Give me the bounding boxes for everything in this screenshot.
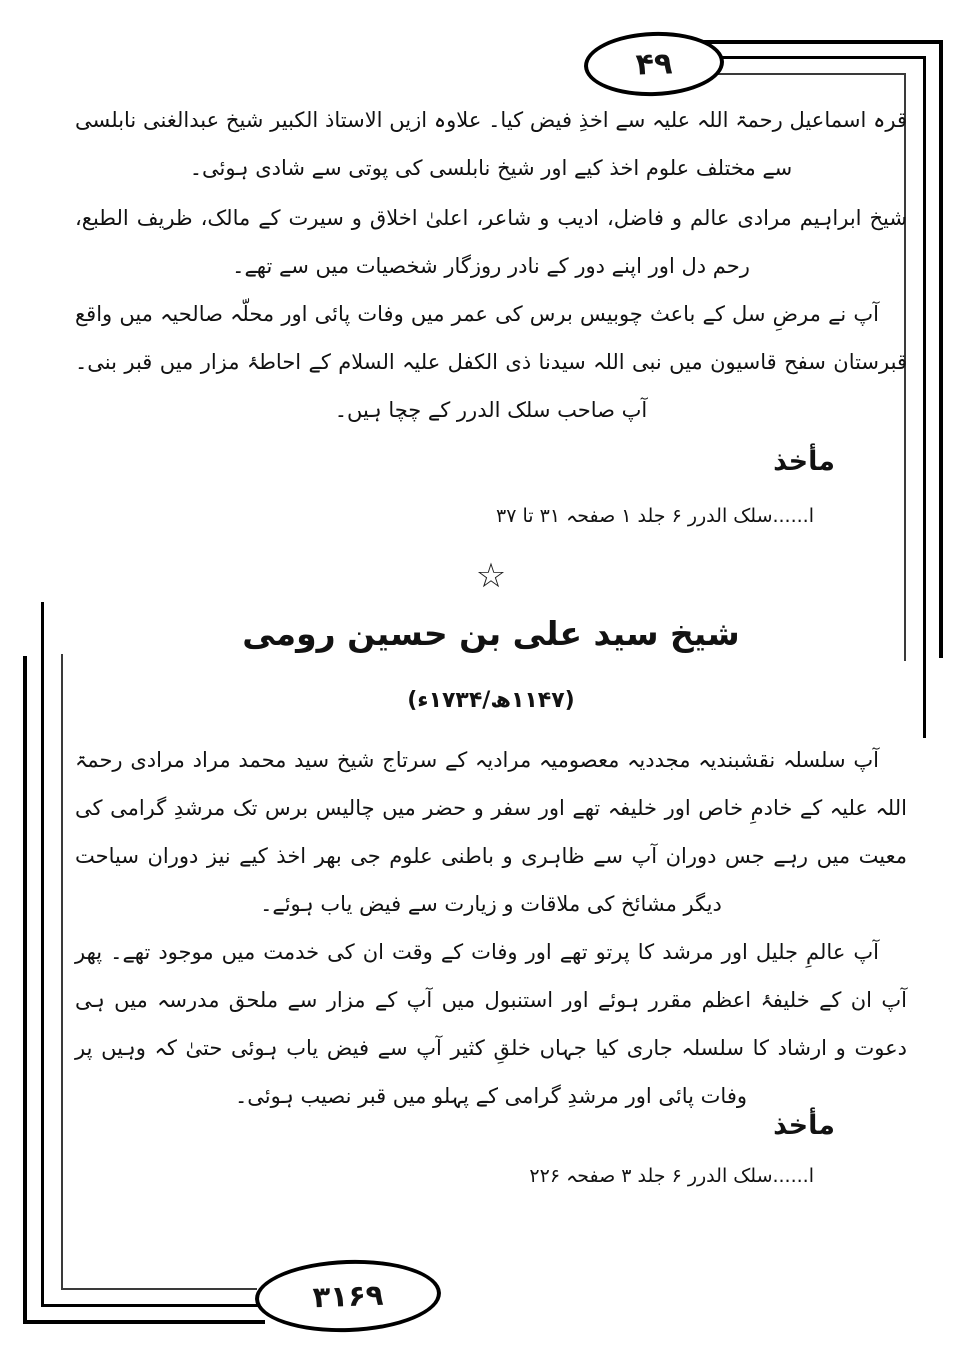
frame-right-outer-line (939, 40, 943, 658)
sources-heading: مأخذ (773, 1110, 835, 1141)
paragraph: آپ سلسلہ نقشبندیہ مجددیہ معصومیہ مرادیہ کے سرتاج شیخ سید محمد مراد مرادی رحمۃ اللہ علیہ کے خادمِ خاص اور خلیفہ تھے اور سفر و حضر میں چالیس برس تک مرشدِ گرامی کی معیت میں رہے جس دوران آپ سے ظاہری و باطنی علوم جی بھر اخذ کیے نیز دوران سیاحت دیگر مشائخ کی ملاقات و زیارت سے فیض یاب ہوئے۔ (75, 748, 907, 916)
source-citation: ا......سلک الدرر ۶ جلد ۱ صفحہ ۳۱ تا ۳۷ (496, 505, 814, 527)
frame-top-middle-line (694, 56, 926, 59)
section-title: شیخ سید علی بن حسین رومی (242, 614, 740, 653)
frame-bottom-inner-line (61, 1288, 257, 1290)
paragraph: شیخ ابراہیم مرادی عالم و فاضل، ادیب و شاعر، اعلیٰ اخلاق و سیرت کے مالک، ظریف الطبع، رحم دل اور اپنے دور کے نادر روزگار شخصیات میں سے تھے۔ (75, 206, 907, 278)
page-number: ۴۹ (635, 45, 673, 83)
serial-number: ۳۱۶۹ (312, 1277, 384, 1315)
paragraph: آپ نے مرضِ سل کے باعث چوبیس برس کی عمر میں وفات پائی اور محلّہ صالحیہ میں واقع قبرستان سفح قاسیون میں نبی اللہ سیدنا ذی الکفل علیہ السلام کے احاطۂ مزار میں قبر بنی۔ آپ صاحب سلک الدرر کے چچا ہیں۔ (75, 302, 907, 422)
frame-left-middle-line (41, 602, 44, 1307)
paragraph: آپ عالمِ جلیل اور مرشد کا پرتو تھے اور وفات کے وقت ان کی خدمت میں موجود تھے۔ پھر آپ ان کے خلیفۂ اعظم مقرر ہوئے اور استنبول میں آپ کے مزار سے ملحق مدرسہ میں ہی دعوت و ارشاد کا سلسلہ جاری کیا جہاں خلقِ کثیر آپ سے فیض یاب ہوئی حتیٰ کہ وہیں پر وفات پائی اور مرشدِ گرامی کے پہلو میں قبر نصیب ہوئی۔ (75, 940, 907, 1108)
section-dates: (۱۱۴۷ھ/۱۷۳۴ء) (407, 688, 575, 713)
frame-bottom-middle-line (41, 1304, 261, 1307)
page-number-badge (583, 30, 725, 99)
frame-bottom-outer-line (23, 1320, 265, 1324)
star-icon: ☆ (475, 556, 507, 596)
sources-heading: مأخذ (773, 446, 835, 477)
paragraph: قرہ اسماعیل رحمۃ اللہ علیہ سے اخذِ فیض کیا۔ علاوہ ازیں الاستاذ الکبیر شیخ عبدالغنی نابلسی سے مختلف علوم اخذ کیے اور شیخ نابلسی کی پوتی سے شادی ہوئی۔ (75, 108, 907, 180)
frame-left-inner-line (61, 654, 63, 1290)
frame-top-inner-line (688, 73, 906, 75)
frame-right-middle-line (923, 56, 926, 738)
frame-left-outer-line (23, 656, 27, 1324)
frame-top-outer-line (698, 40, 943, 44)
source-citation: ا......سلک الدرر ۶ جلد ۳ صفحہ ۲۲۶ (529, 1165, 814, 1187)
serial-number-badge (254, 1257, 442, 1335)
